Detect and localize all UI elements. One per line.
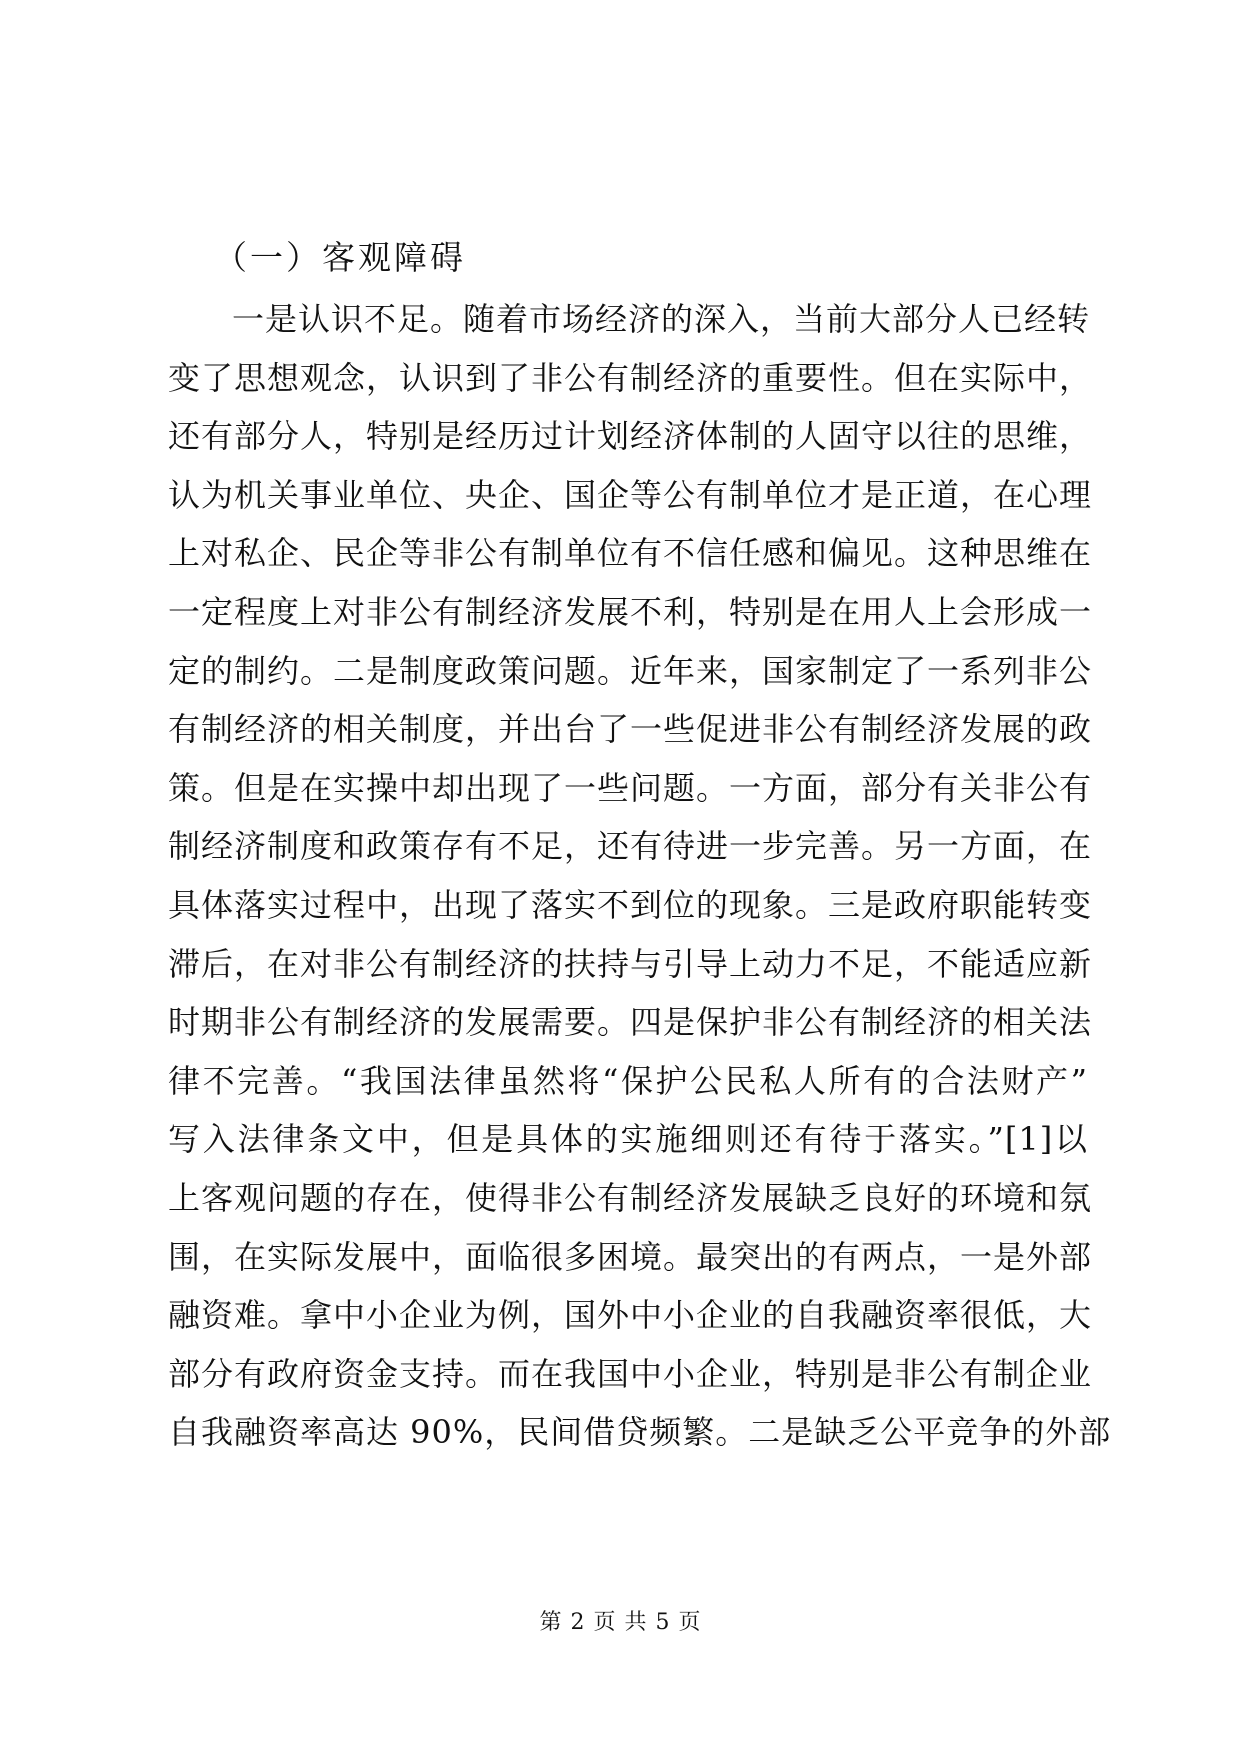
paragraph-line: 滞后，在对非公有制经济的扶持与引导上动力不足，不能适应新 bbox=[168, 944, 1093, 983]
paragraph-line: 策。但是在实操中却出现了一些问题。一方面，部分有关非公有 bbox=[168, 768, 1093, 807]
paragraph-line: 自我融资率高达 90%，民间借贷频繁。二是缺乏公平竞争的外部 bbox=[168, 1413, 1112, 1452]
paragraph-line: 上对私企、民企等非公有制单位有不信任感和偏见。这种思维在 bbox=[168, 534, 1093, 573]
paragraph-line: 还有部分人，特别是经历过计划经济体制的人固守以往的思维， bbox=[168, 417, 1093, 456]
paragraph-line: 律不完善。“我国法律虽然将“保护公民私人所有的合法财产” bbox=[168, 1061, 1088, 1100]
paragraph-line: 写入法律条文中，但是具体的实施细则还有待于落实。”[1]以 bbox=[168, 1120, 1088, 1159]
paragraph-line: 认为机关事业单位、央企、国企等公有制单位才是正道，在心理 bbox=[168, 475, 1093, 514]
page-number-footer: 第 2 页 共 5 页 bbox=[539, 1610, 702, 1635]
paragraph-line: 定的制约。二是制度政策问题。近年来，国家制定了一系列非公 bbox=[168, 651, 1093, 690]
paragraph-line: 一定程度上对非公有制经济发展不利，特别是在用人上会形成一 bbox=[168, 592, 1093, 631]
paragraph-line: 有制经济的相关制度，并出台了一些促进非公有制经济发展的政 bbox=[168, 710, 1093, 749]
paragraph-line: 上客观问题的存在，使得非公有制经济发展缺乏良好的环境和氛 bbox=[168, 1178, 1093, 1217]
paragraph-line: 融资难。拿中小企业为例，国外中小企业的自我融资率很低，大 bbox=[168, 1296, 1093, 1335]
paragraph-line: 制经济制度和政策存有不足，还有待进一步完善。另一方面，在 bbox=[168, 827, 1093, 866]
paragraph-line: 围，在实际发展中，面临很多困境。最突出的有两点，一是外部 bbox=[168, 1237, 1093, 1276]
paragraph-line: 变了思想观念，认识到了非公有制经济的重要性。但在实际中， bbox=[168, 358, 1093, 397]
paragraph-line: 具体落实过程中，出现了落实不到位的现象。三是政府职能转变 bbox=[168, 885, 1093, 924]
section-heading: （一）客观障碍 bbox=[214, 238, 466, 277]
paragraph-line: 部分有政府资金支持。而在我国中小企业，特别是非公有制企业 bbox=[168, 1354, 1093, 1393]
paragraph-line: 一是认识不足。随着市场经济的深入，当前大部分人已经转 bbox=[232, 300, 1091, 338]
paragraph-line: 时期非公有制经济的发展需要。四是保护非公有制经济的相关法 bbox=[168, 1003, 1093, 1042]
body-paragraph bbox=[168, 290, 1112, 1462]
